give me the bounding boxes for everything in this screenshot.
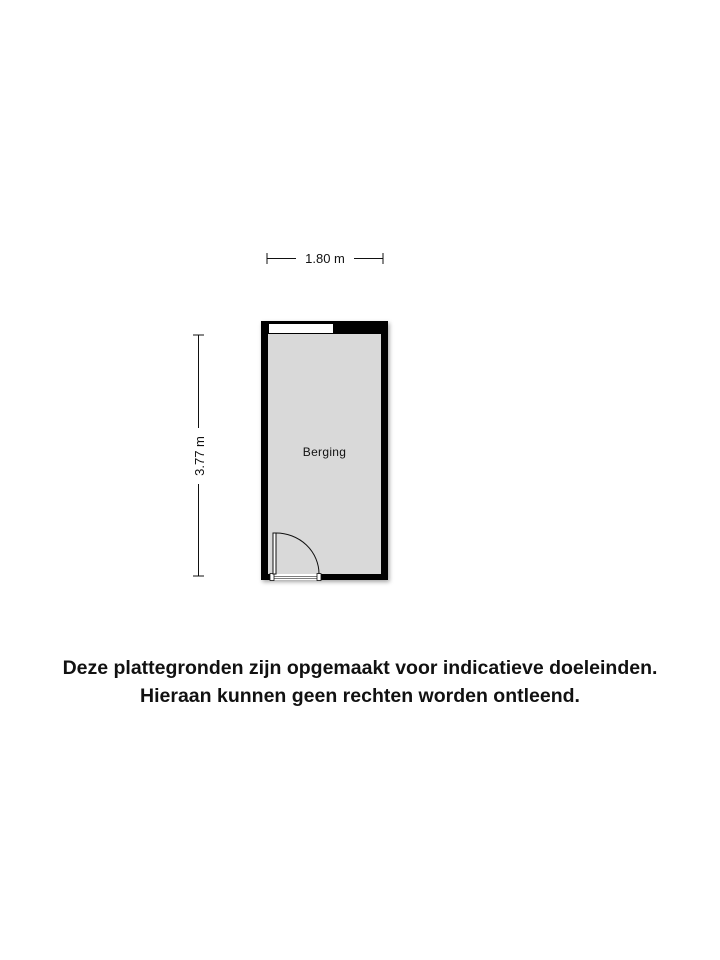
width-dimension <box>267 251 383 266</box>
disclaimer-line-1: Deze plattegronden zijn opgemaakt voor indicatieve doeleinden. <box>62 657 658 679</box>
room-label: Berging <box>302 445 347 459</box>
height-dimension-label: 3.77 m <box>192 436 207 476</box>
height-dimension <box>192 335 207 576</box>
door-leaf <box>273 533 276 574</box>
top-window-opening <box>269 324 333 333</box>
door-opening <box>270 574 321 580</box>
door-jamb-right <box>317 574 321 581</box>
door-jamb-left <box>270 574 274 581</box>
disclaimer-line-2: Hieraan kunnen geen rechten worden ontleend. <box>140 685 580 707</box>
room-berging <box>261 321 388 580</box>
width-dimension-label: 1.80 m <box>305 251 345 266</box>
